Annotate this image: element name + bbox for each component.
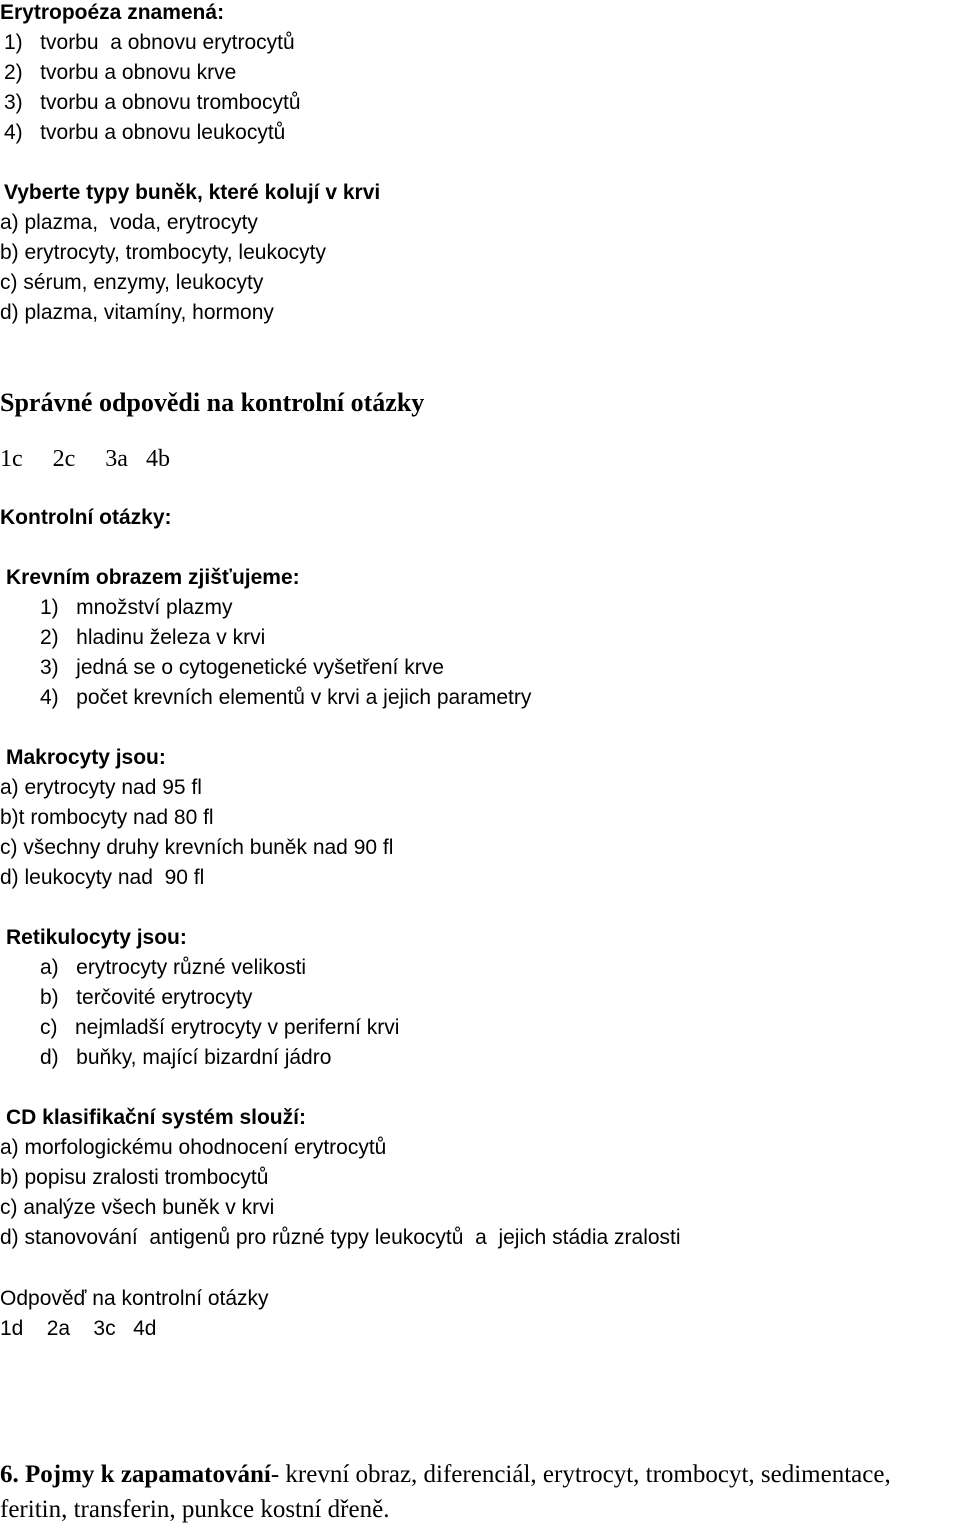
question-6-option-c: c) analýze všech buněk v krvi: [0, 1196, 275, 1219]
answers-2-values: 1d 2a 3c 4d: [0, 1317, 157, 1340]
question-4-option-b: b)t rombocyty nad 80 fl: [0, 806, 214, 829]
answers-1-heading: Správné odpovědi na kontrolní otázky: [0, 388, 425, 417]
answers-1-values: 1c 2c 3a 4b: [0, 446, 170, 472]
question-1-option-2: 2) tvorbu a obnovu krve: [4, 61, 237, 84]
section-heading-control-questions: Kontrolní otázky:: [0, 506, 172, 529]
question-1-option-3: 3) tvorbu a obnovu trombocytů: [4, 91, 301, 114]
question-4-option-d: d) leukocyty nad 90 fl: [0, 866, 205, 889]
question-1-heading: Erytropoéza znamená:: [0, 1, 225, 24]
question-4-option-c: c) všechny druhy krevních buněk nad 90 fl: [0, 836, 394, 859]
question-5-option-c: c) nejmladší erytrocyty v periferní krvi: [40, 1016, 400, 1039]
section-6-terms: - krevní obraz, diferenciál, erytrocyt, trombocyt, sedimentace,: [270, 1461, 891, 1488]
section-6-line-2: feritin, transferin, punkce kostní dřeně.: [0, 1496, 390, 1523]
question-1-option-4: 4) tvorbu a obnovu leukocytů: [4, 121, 286, 144]
answers-2-heading: Odpověď na kontrolní otázky: [0, 1287, 269, 1310]
question-3-option-2: 2) hladinu železa v krvi: [40, 626, 266, 649]
question-2-option-c: c) sérum, enzymy, leukocyty: [0, 271, 264, 294]
question-1-option-1: 1) tvorbu a obnovu erytrocytů: [4, 31, 295, 54]
question-4-heading: Makrocyty jsou:: [6, 746, 166, 769]
question-5-heading: Retikulocyty jsou:: [6, 926, 187, 949]
section-6-title: 6. Pojmy k zapamatování: [0, 1461, 271, 1488]
question-6-heading: CD klasifikační systém slouží:: [6, 1106, 306, 1129]
question-2-heading: Vyberte typy buněk, které kolují v krvi: [4, 181, 381, 204]
question-3-option-4: 4) počet krevních elementů v krvi a jejich parametry: [40, 686, 532, 709]
question-2-option-b: b) erytrocyty, trombocyty, leukocyty: [0, 241, 326, 264]
question-6-option-d: d) stanovování antigenů pro různé typy leukocytů a jejich stádia zralosti: [0, 1226, 681, 1249]
question-2-option-a: a) plazma, voda, erytrocyty: [0, 211, 258, 234]
question-5-option-d: d) buňky, mající bizardní jádro: [40, 1046, 332, 1069]
question-6-option-b: b) popisu zralosti trombocytů: [0, 1166, 269, 1189]
question-2-option-d: d) plazma, vitamíny, hormony: [0, 301, 274, 324]
question-5-option-a: a) erytrocyty různé velikosti: [40, 956, 307, 979]
question-5-option-b: b) terčovité erytrocyty: [40, 986, 253, 1009]
section-6-line-1: [0, 1462, 891, 1487]
question-6-option-a: a) morfologickému ohodnocení erytrocytů: [0, 1136, 387, 1159]
question-3-heading: Krevním obrazem zjišťujeme:: [6, 566, 300, 589]
question-3-option-3: 3) jedná se o cytogenetické vyšetření krve: [40, 656, 444, 679]
question-3-option-1: 1) množství plazmy: [40, 596, 233, 619]
question-4-option-a: a) erytrocyty nad 95 fl: [0, 776, 202, 799]
